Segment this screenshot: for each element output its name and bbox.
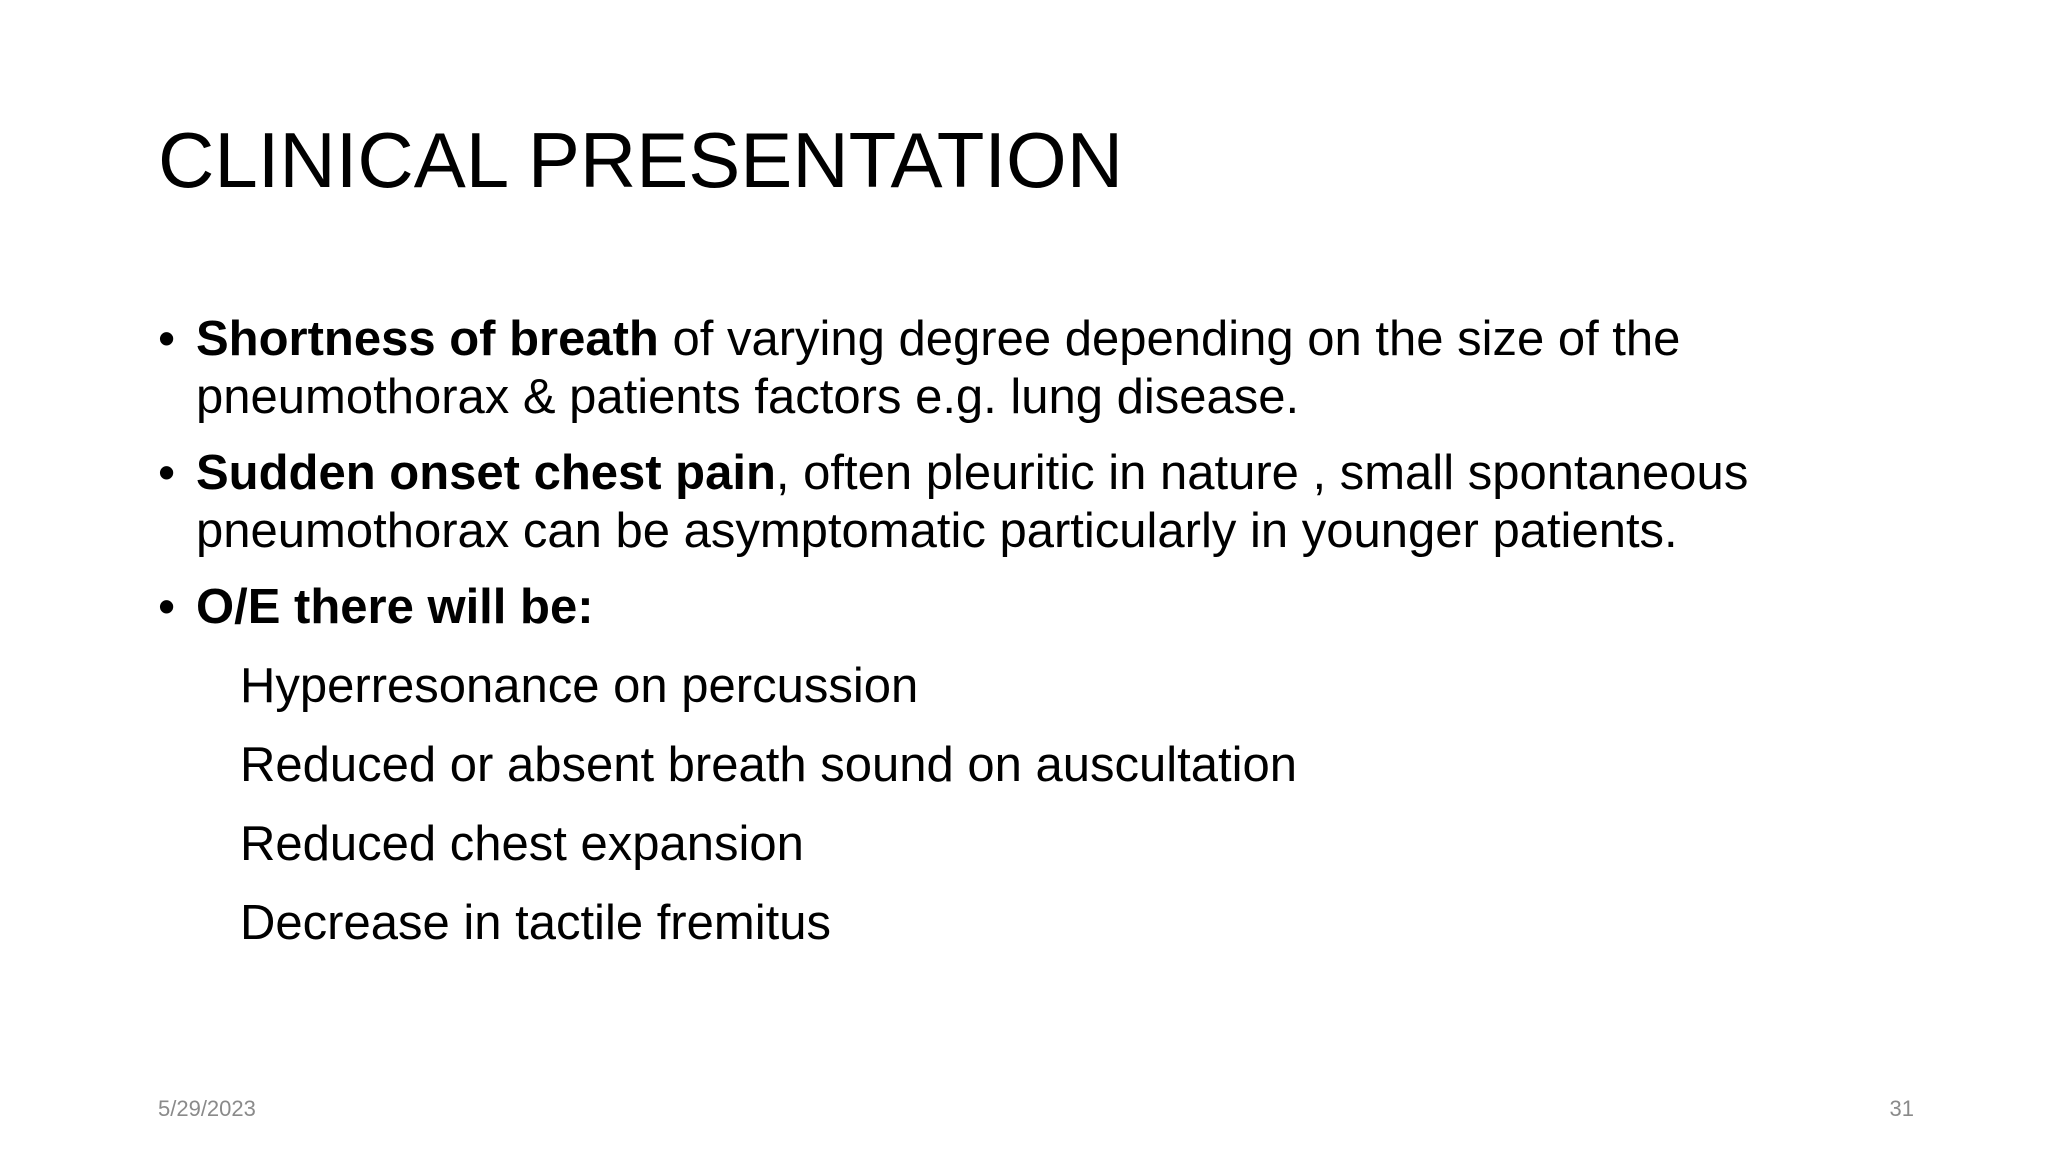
bullet-item xyxy=(158,310,1918,426)
bullet-bold-text: O/E there will be: xyxy=(196,580,594,634)
bullet-item xyxy=(158,578,1918,636)
bullet-bold-text: Sudden onset chest pain xyxy=(196,446,776,500)
bullet-dot-icon: • xyxy=(158,446,176,500)
bullet-dot-icon: • xyxy=(158,312,176,366)
bullet-text: , often pleuritic in nature , small spontaneous pneumothorax can be asymptomatic particularly in younger patients. xyxy=(196,446,1749,558)
slide-body xyxy=(158,310,1918,973)
footer-date: 5/29/2023 xyxy=(158,1096,256,1121)
footer-page-number: 31 xyxy=(1889,1096,1914,1121)
slide-title: CLINICAL PRESENTATION xyxy=(158,116,1124,204)
sub-list-item: Hyperresonance on percussion xyxy=(240,659,919,713)
sub-list-item: Decrease in tactile fremitus xyxy=(240,896,831,950)
bullet-text: of varying degree depending on the size of the pneumothorax & patients factors e.g. lung disease. xyxy=(196,312,1681,424)
bullet-item xyxy=(158,444,1918,560)
sub-list-item: Reduced chest expansion xyxy=(240,817,804,871)
bullet-dot-icon: • xyxy=(158,580,176,634)
sub-list-item: Reduced or absent breath sound on auscultation xyxy=(240,738,1297,792)
bullet-bold-text: Shortness of breath xyxy=(196,312,659,366)
